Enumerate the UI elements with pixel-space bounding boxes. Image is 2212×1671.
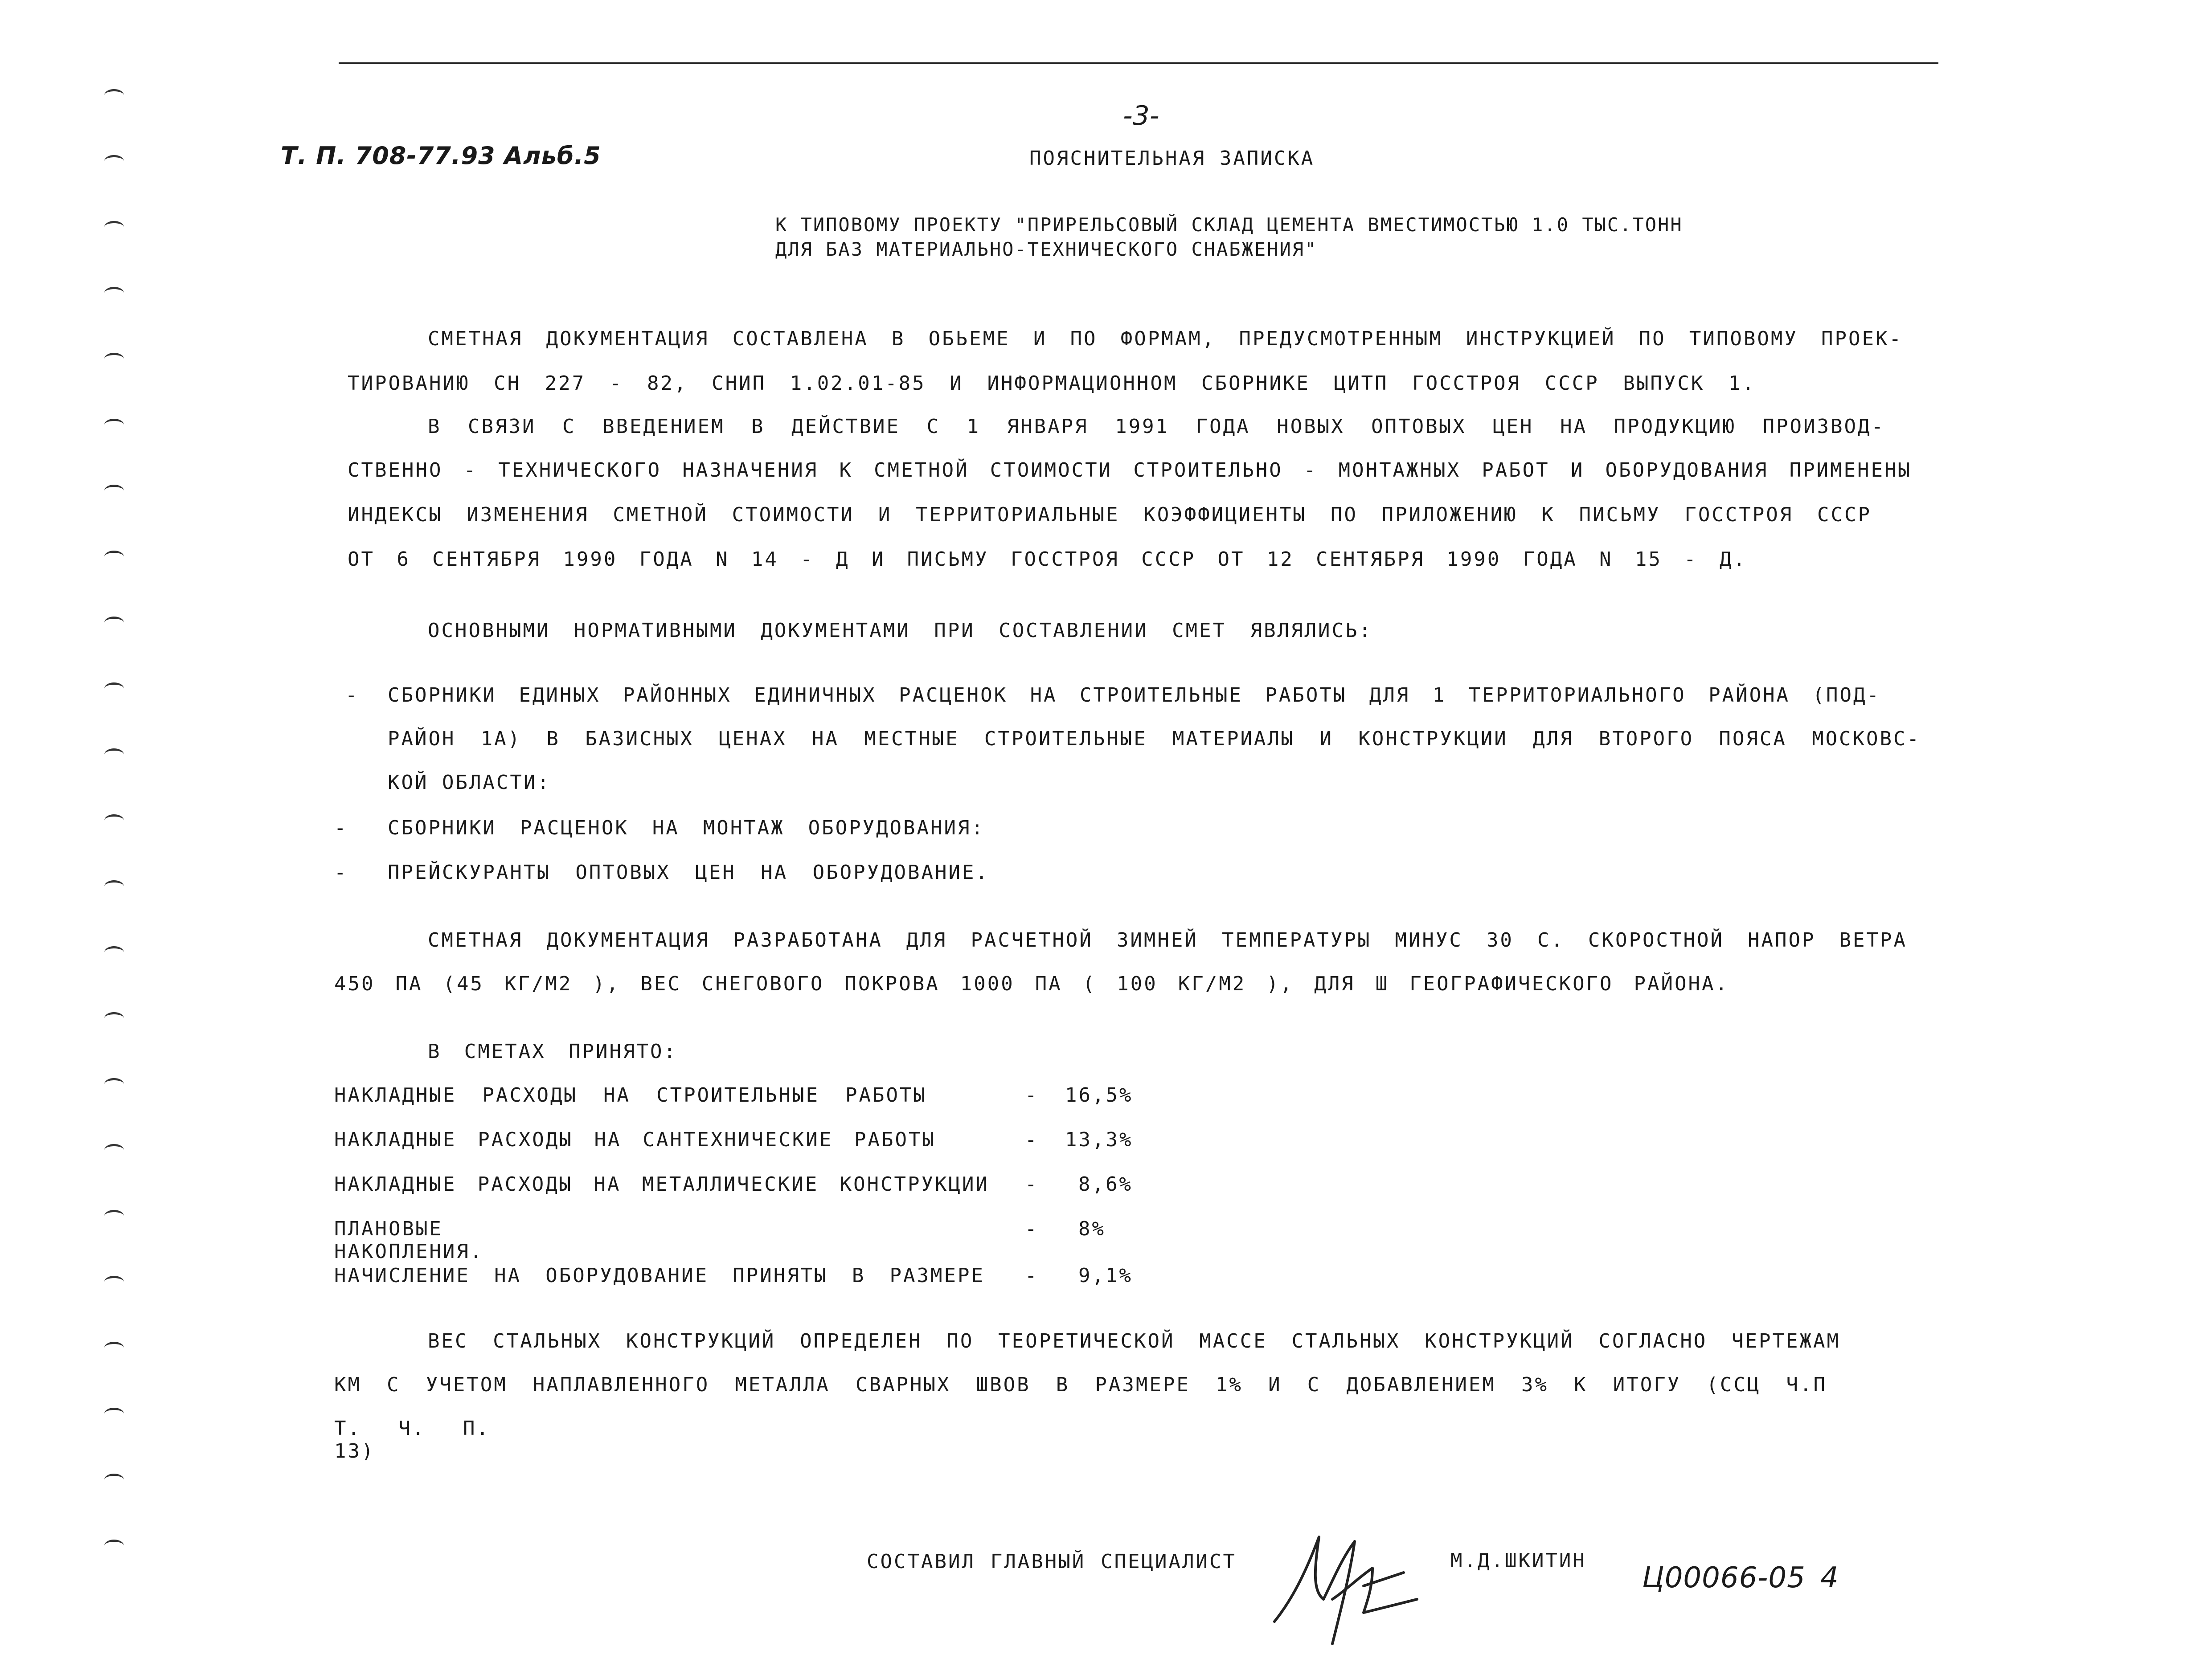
bullet-1-line-3: КОЙ ОБЛАСТИ: — [388, 771, 551, 794]
document-subtitle-line1: К ТИПОВОМУ ПРОЕКТУ "ПРИРЕЛЬСОВЫЙ СКЛАД ЦЕМЕНТА ВМЕСТИМОСТЬЮ 1.0 ТЫС.ТОНН — [775, 214, 1683, 236]
rate-dash: - — [1025, 1173, 1039, 1196]
accepted-heading: В СМЕТАХ ПРИНЯТО: — [428, 1040, 677, 1063]
paragraph-3: ОСНОВНЫМИ НОРМАТИВНЫМИ ДОКУМЕНТАМИ ПРИ СОСТАВЛЕНИИ СМЕТ ЯВЛЯЛИСЬ: — [428, 619, 1372, 642]
paragraph-5-line-2: КМ С УЧЕТОМ НАПЛАВЛЕННОГО МЕТАЛЛА СВАРНЫХ ШВОВ В РАЗМЕРЕ 1% И С ДОБАВЛЕНИЕМ 3% К ИТОГУ (ССЦ Ч.П — [334, 1373, 1827, 1396]
paragraph-2-line-1: В СВЯЗИ С ВВЕДЕНИЕМ В ДЕЙСТВИЕ С 1 ЯНВАРЯ 1991 ГОДА НОВЫХ ОПТОВЫХ ЦЕН НА ПРОДУКЦИЮ ПРОИЗВОД- — [428, 415, 1885, 438]
rate-value: 8% — [1078, 1218, 1106, 1240]
bullet-mark-1: - — [345, 684, 359, 707]
rate-value: 16,5% — [1065, 1084, 1133, 1107]
paragraph-1-line-2: ТИРОВАНИЮ СН 227 - 82, СНИП 1.02.01-85 И ИНФОРМАЦИОННОМ СБОРНИКЕ ЦИТП ГОССТРОЯ СССР ВЫПУСК 1. — [348, 372, 1756, 395]
paragraph-5-line-1: ВЕС СТАЛЬНЫХ КОНСТРУКЦИЙ ОПРЕДЕЛЕН ПО ТЕОРЕТИЧЕСКОЙ МАССЕ СТАЛЬНЫХ КОНСТРУКЦИЙ СОГЛАСНО ЧЕРТЕЖАМ — [428, 1330, 1840, 1352]
rate-value: 8,6% — [1078, 1173, 1133, 1196]
paragraph-4-line-2: 450 ПА (45 КГ/М2 ), ВЕС СНЕГОВОГО ПОКРОВА 1000 ПА ( 100 КГ/М2 ), ДЛЯ Ш ГЕОГРАФИЧЕСКОГО РАЙОНА. — [334, 972, 1729, 995]
paragraph-4-line-1: СМЕТНАЯ ДОКУМЕНТАЦИЯ РАЗРАБОТАНА ДЛЯ РАСЧЕТНОЙ ЗИМНЕЙ ТЕМПЕРАТУРЫ МИНУС 30 С. СКОРОСТНОЙ НАПОР ВЕТРА — [428, 929, 1907, 952]
paragraph-2-line-2: СТВЕННО - ТЕХНИЧЕСКОГО НАЗНАЧЕНИЯ К СМЕТНОЙ СТОИМОСТИ СТРОИТЕЛЬНО - МОНТАЖНЫХ РАБОТ И ОБОРУДОВАНИЯ ПРИМЕНЕНЫ — [348, 459, 1912, 482]
bullet-1-line-2: РАЙОН 1А) В БАЗИСНЫХ ЦЕНАХ НА МЕСТНЫЕ СТРОИТЕЛЬНЫЕ МАТЕРИАЛЫ И КОНСТРУКЦИИ ДЛЯ ВТОРОГО ПОЯСА МОСКОВС- — [388, 727, 1921, 750]
document-subtitle-line2: ДЛЯ БАЗ МАТЕРИАЛЬНО-ТЕХНИЧЕСКОГО СНАБЖЕНИЯ" — [775, 238, 1318, 260]
rate-dash: - — [1025, 1084, 1039, 1107]
rate-value: 9,1% — [1078, 1264, 1133, 1287]
document-code: Т. П. 708-77.93 Альб.5 — [281, 142, 601, 170]
rate-label: ПЛАНОВЫЕ НАКОПЛЕНИЯ. — [334, 1218, 484, 1263]
rate-label: НАКЛАДНЫЕ РАСХОДЫ НА САНТЕХНИЧЕСКИЕ РАБОТЫ — [334, 1128, 936, 1151]
document-title: ПОЯСНИТЕЛЬНАЯ ЗАПИСКА — [1029, 147, 1315, 170]
sheet-number: 4 — [1820, 1561, 1839, 1594]
page-number: -3- — [1123, 100, 1159, 131]
rate-dash: - — [1025, 1264, 1039, 1287]
bullet-mark-2: - — [334, 817, 348, 839]
top-rule — [339, 62, 1938, 64]
paragraph-2-line-4: ОТ 6 СЕНТЯБРЯ 1990 ГОДА N 14 - Д И ПИСЬМУ ГОССТРОЯ СССР ОТ 12 СЕНТЯБРЯ 1990 ГОДА N 15 - Д. — [348, 548, 1747, 571]
rate-dash: - — [1025, 1218, 1039, 1240]
bullet-3: ПРЕЙСКУРАНТЫ ОПТОВЫХ ЦЕН НА ОБОРУДОВАНИЕ. — [388, 861, 989, 884]
bullet-mark-3: - — [334, 861, 348, 884]
rate-label: НАКЛАДНЫЕ РАСХОДЫ НА СТРОИТЕЛЬНЫЕ РАБОТЫ — [334, 1084, 927, 1107]
bullet-2: СБОРНИКИ РАСЦЕНОК НА МОНТАЖ ОБОРУДОВАНИЯ: — [388, 817, 985, 839]
rate-label: НАЧИСЛЕНИЕ НА ОБОРУДОВАНИЕ ПРИНЯТЫ В РАЗМЕРЕ — [334, 1264, 985, 1287]
signature — [1266, 1510, 1435, 1653]
bullet-1-line-1: СБОРНИКИ ЕДИНЫХ РАЙОННЫХ ЕДИНИЧНЫХ РАСЦЕНОК НА СТРОИТЕЛЬНЫЕ РАБОТЫ ДЛЯ 1 ТЕРРИТОРИАЛЬНОГО РАЙОНА (ПОД- — [388, 684, 1880, 707]
paragraph-5-line-3: Т. Ч. П. 13) — [334, 1417, 490, 1463]
rate-dash: - — [1025, 1128, 1039, 1151]
rate-value: 13,3% — [1065, 1128, 1133, 1151]
compiled-by-label: СОСТАВИЛ ГЛАВНЫЙ СПЕЦИАЛИСТ — [867, 1550, 1237, 1573]
paragraph-1-line-1: СМЕТНАЯ ДОКУМЕНТАЦИЯ СОСТАВЛЕНА В ОБЬЕМЕ И ПО ФОРМАМ, ПРЕДУСМОТРЕННЫМ ИНСТРУКЦИЕЙ ПО ТИПОВОМУ ПРОЕК- — [428, 327, 1903, 350]
paragraph-2-line-3: ИНДЕКСЫ ИЗМЕНЕНИЯ СМЕТНОЙ СТОИМОСТИ И ТЕРРИТОРИАЛЬНЫЕ КОЭФФИЦИЕНТЫ ПО ПРИЛОЖЕНИЮ К ПИСЬМУ ГОССТРОЯ СССР — [348, 503, 1872, 526]
author-name: М.Д.ШКИТИН — [1450, 1549, 1586, 1572]
rate-label: НАКЛАДНЫЕ РАСХОДЫ НА МЕТАЛЛИЧЕСКИЕ КОНСТРУКЦИИ — [334, 1173, 989, 1196]
stamp-code: Ц00066-05 — [1642, 1561, 1806, 1594]
